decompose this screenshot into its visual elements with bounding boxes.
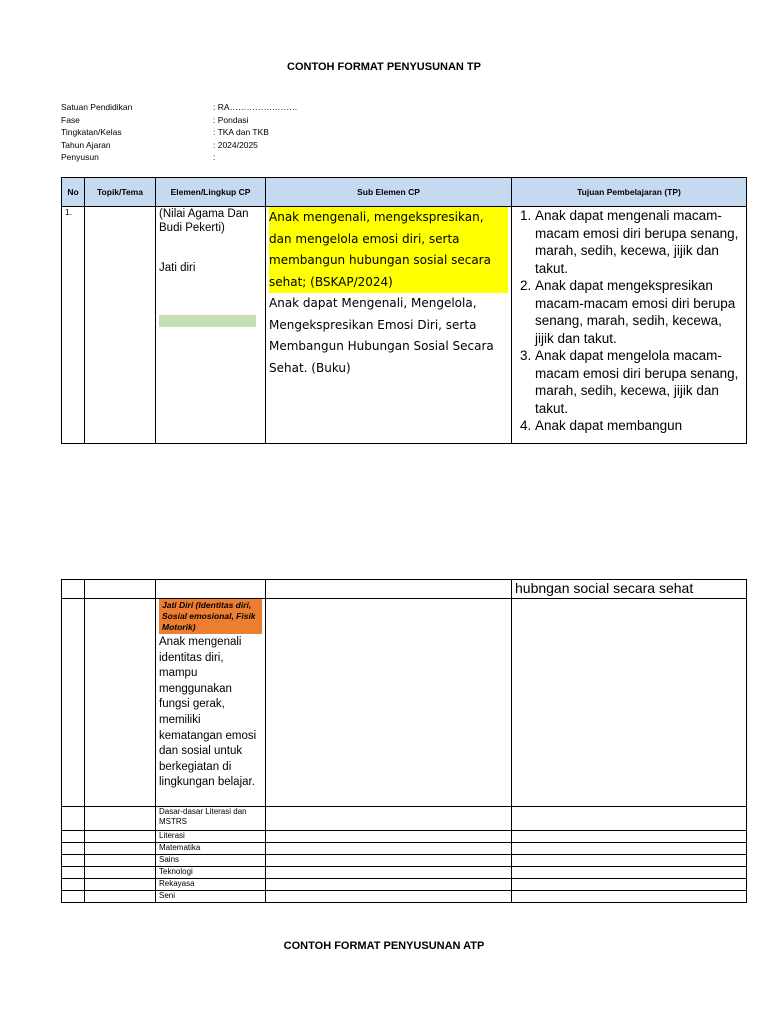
info-value: : Pondasi <box>213 114 249 125</box>
cell-no: 1. <box>62 207 85 444</box>
tp-continuation: hubngan social secara sehat <box>512 580 747 599</box>
table-row <box>62 891 747 903</box>
table-row <box>62 580 747 599</box>
tp-item: 2. Anak dapat mengekspresikan macam-macam emosi diri berupa senang, marah, sedih, kecewa, jijik dan takut. <box>535 277 743 347</box>
continuation-table <box>61 579 747 903</box>
table-row <box>62 855 747 867</box>
header-elemen: Elemen/Lingkup CP <box>156 178 266 207</box>
row-label: Dasar-dasar Literasi dan MSTRS <box>156 807 266 831</box>
row-label: Teknologi <box>156 867 266 879</box>
info-label: Tingkatan/Kelas <box>61 127 122 137</box>
info-row-fase <box>61 114 298 127</box>
info-value: : 2024/2025 <box>213 139 258 150</box>
row-label: Sains <box>156 855 266 867</box>
header-sub-elemen: Sub Elemen CP <box>266 178 512 207</box>
tp-item: 1. Anak dapat mengenali macam-macam emosi diri berupa senang, marah, sedih, kecewa, jijik dan takut. <box>535 207 743 277</box>
sub-elemen-highlighted: Anak mengenali, mengekspresikan, dan mengelola emosi diri, serta membangun hubungan sosial secara sehat; (BSKAP/2024) <box>269 207 508 293</box>
row-label: Rekayasa <box>156 879 266 891</box>
info-value: : <box>213 152 216 162</box>
info-label: Penyusun <box>61 152 99 162</box>
info-row-satuan <box>61 101 298 114</box>
jati-diri-text: Anak mengenali identitas diri, mampu menggunakan fungsi gerak, memiliki kematangan emosi dan sosial untuk berkegiatan di lingkungan belajar. <box>159 636 257 789</box>
info-value: : RA…………………… <box>213 102 298 112</box>
header-no: No <box>62 178 85 207</box>
elemen-nilai-agama: (Nilai Agama Dan Budi Pekerti) <box>159 208 249 234</box>
green-highlight-bar <box>159 315 256 327</box>
info-label: Fase <box>61 114 80 125</box>
jati-diri-label: Jati Diri (Identitas diri, Sosial emosional, Fisik Motorik) <box>159 599 262 634</box>
sub-elemen-buku: Anak dapat Mengenali, Mengelola, Mengekspresikan Emosi Diri, serta Membangun Hubungan Sosial Secara Sehat. (Buku) <box>269 296 494 375</box>
document-title: CONTOH FORMAT PENYUSUNAN TP <box>287 61 481 73</box>
table-row <box>62 207 747 444</box>
table-row <box>62 879 747 891</box>
tp-item: 4. Anak dapat membangun <box>535 417 743 435</box>
elemen-jati-diri: Jati diri <box>159 262 196 274</box>
header-tujuan: Tujuan Pembelajaran (TP) <box>512 178 747 207</box>
tp-item: 3. Anak dapat mengelola macam-macam emosi diri berupa senang, marah, sedih, kecewa, jijik dan takut. <box>535 347 743 417</box>
cell-elemen <box>156 207 266 444</box>
atp-title: CONTOH FORMAT PENYUSUNAN ATP <box>283 940 485 952</box>
header-topik: Topik/Tema <box>85 178 156 207</box>
info-label: Satuan Pendidikan <box>61 102 133 112</box>
row-label: Literasi <box>156 831 266 843</box>
table-row <box>62 807 747 831</box>
info-row-kelas <box>61 126 298 139</box>
cell-topik <box>85 207 156 444</box>
table-row <box>62 843 747 855</box>
table-row <box>62 831 747 843</box>
cell-sub-elemen <box>266 207 512 444</box>
cell-jati-diri <box>156 599 266 807</box>
info-value: : TKA dan TKB <box>213 127 269 137</box>
table-row <box>62 599 747 807</box>
info-row-penyusun <box>61 151 298 164</box>
cell-tujuan <box>512 207 747 444</box>
table-row <box>62 867 747 879</box>
row-label: Matematika <box>156 843 266 855</box>
info-label: Tahun Ajaran <box>61 139 111 150</box>
info-block <box>61 101 298 164</box>
tp-table <box>61 177 747 444</box>
info-row-tahun <box>61 139 298 152</box>
row-label: Seni <box>156 891 266 903</box>
tp-list <box>515 207 743 435</box>
table-header-row <box>62 178 747 207</box>
